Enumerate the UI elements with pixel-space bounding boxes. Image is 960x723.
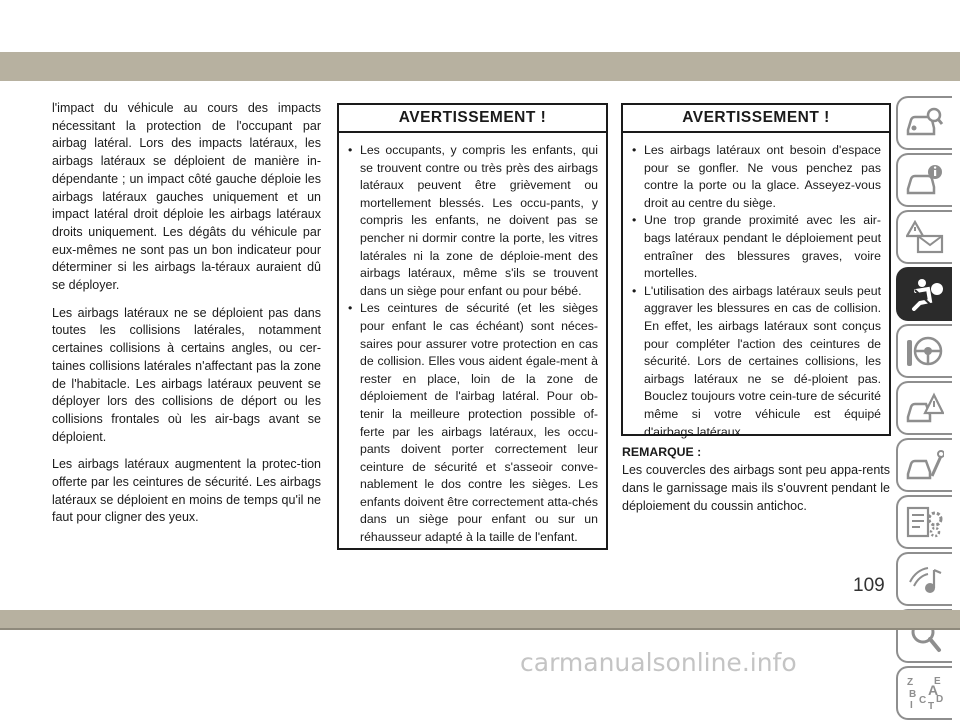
tab-steering-wheel[interactable] — [896, 324, 952, 378]
index-letter: I — [910, 700, 913, 710]
warning-item-text: Les occupants, y compris les enfants, qui se trouvent contre ou très près des airbags latéraux peuvent être grièvement ou mortellement blessés. Les occu-pants, y compris les enfants, ne doivent pas se pencher ni dormir contre la porte, les vitres latérales ni la zone de déploie-ment des airbags latéraux, même s'ils se trouvent dans un siège pour enfant ou pour bébé. — [360, 143, 598, 298]
warning-item — [632, 283, 881, 441]
watermark: carmanualsonline.info — [520, 648, 797, 677]
header-band — [0, 52, 960, 81]
bullet: • — [348, 143, 353, 157]
warning-box — [337, 103, 608, 550]
page-number: 109 — [853, 575, 885, 596]
warning-item — [632, 212, 881, 282]
tab-airbag-seatbelt[interactable] — [896, 267, 952, 321]
warning-list — [623, 133, 889, 441]
tab-car-maintenance[interactable] — [896, 438, 952, 492]
car-warning-icon — [906, 391, 944, 425]
index-letter: T — [928, 701, 935, 710]
tab-warning-message[interactable] — [896, 210, 952, 264]
tab-index[interactable] — [896, 666, 952, 720]
tab-specifications[interactable] — [896, 495, 952, 549]
car-search-icon — [906, 106, 944, 140]
remark-heading: REMARQUE : — [622, 445, 702, 459]
car-maintenance-icon — [906, 448, 944, 482]
tab-car-info[interactable] — [896, 153, 952, 207]
warning-item-text: Les ceintures de sécurité (et les sièges pour enfant le cas échéant) sont néces-saires pour assurer votre protection en cas de collision. Elles vous aident égale-ment à rester en place, loin de la zone de déploiement de l'airbag latéral. Pour ob-tenir la meilleure protection possible of-ferte par les airbags latéraux, les occu-pants doivent porter correctement leur ceinture de sécurité et s'asseoir conve-nablement le dos contre les sièges. Les enfants doivent être correctement atta-chés dans un siège pour enfant ou sur un réhausseur adapté à la taille de l'enfant. — [360, 301, 598, 545]
tab-car-warning[interactable] — [896, 381, 952, 435]
bullet: • — [348, 301, 353, 316]
car-info-icon — [906, 163, 944, 197]
index-letter: A — [928, 682, 939, 698]
index-letter: D — [936, 694, 944, 705]
index-letter: E — [934, 676, 941, 687]
warning-item — [632, 142, 881, 212]
index-letter: Z — [907, 677, 914, 688]
footer-divider — [0, 628, 960, 630]
index-letters-icon — [906, 676, 944, 710]
steering-wheel-icon — [906, 334, 944, 368]
paragraph: l'impact du véhicule au cours des impacts nécessitant la protection de l'occupant par airbag latéral. Lors des impacts latéraux, les airbags latéraux se déploient de manière in-dépendante ; un impact côté gauche déploie les airbags latéraux gauches uniquement et un impact latéral droit déploie les airbags latéraux droits uniquement. Les dégâts du véhicule par eux-mêmes ne sont pas un bon indicateur pour déterminer si les airbags la-téraux auraient dû se déployer. — [52, 101, 321, 293]
multimedia-icon — [906, 562, 944, 596]
bullet: • — [632, 283, 637, 298]
bullet: • — [632, 213, 637, 228]
warning-item-text: L'utilisation des airbags latéraux seuls peut aggraver les blessures en cas de collision. En effet, les airbags latéraux sont conçus pour compléter l'action des ceintures de sécurité. Lors de certaines collisions, les airbags latéraux ne se dé-ploient pas. Bouclez toujours votre cein-ture de sécurité même si votre véhicule est équipé d'airbags latéraux. — [644, 283, 881, 439]
warning-message-icon — [906, 220, 944, 254]
paragraph: Les airbags latéraux ne se déploient pas dans toutes les collisions latérales, notamment certaines collisions à certains angles, ou cer-taines collisions latérales n'affectant pas la zone de l'habitacle. Les airbags latéraux peuvent se déployer lors des collisions de déport ou les collisions frontales où les air-bags avant se déploient. — [52, 305, 321, 444]
paragraph: Les airbags latéraux augmentent la protec-tion offerte par les ceintures de sécurité. Les airbags latéraux se déploient en moins de temps qu'il ne faut pour cligner des yeux. — [52, 457, 321, 525]
warning-item-text: Une trop grande proximité avec les air-bags latéraux pendant le déploiement peut entraîner des blessures graves, voire mortelles. — [644, 213, 881, 281]
warning-item-text: Les airbags latéraux ont besoin d'espace pour se gonfler. Ne vous penchez pas contre la porte ou la glace. Asseyez-vous droit au centre du siège. — [644, 143, 881, 210]
warning-list — [339, 133, 606, 547]
warning-box — [621, 103, 891, 439]
warning-title: AVERTISSEMENT ! — [339, 105, 606, 133]
bullet: • — [632, 143, 637, 157]
index-letter: B — [909, 689, 917, 700]
remark-text: Les couvercles des airbags sont peu appa-rents dans le garnissage mais ils s'ouvrent pendant le déploiement du coussin antichoc. — [622, 463, 890, 513]
warning-item — [348, 300, 598, 546]
tab-multimedia[interactable] — [896, 552, 952, 606]
airbag-seatbelt-icon — [906, 277, 944, 311]
body-text-column — [52, 100, 321, 537]
index-letter: C — [919, 695, 927, 706]
warning-item — [348, 142, 598, 300]
footer-band — [0, 610, 960, 628]
tab-car-search[interactable] — [896, 96, 952, 150]
specifications-icon — [906, 505, 944, 539]
warning-title: AVERTISSEMENT ! — [623, 105, 889, 133]
